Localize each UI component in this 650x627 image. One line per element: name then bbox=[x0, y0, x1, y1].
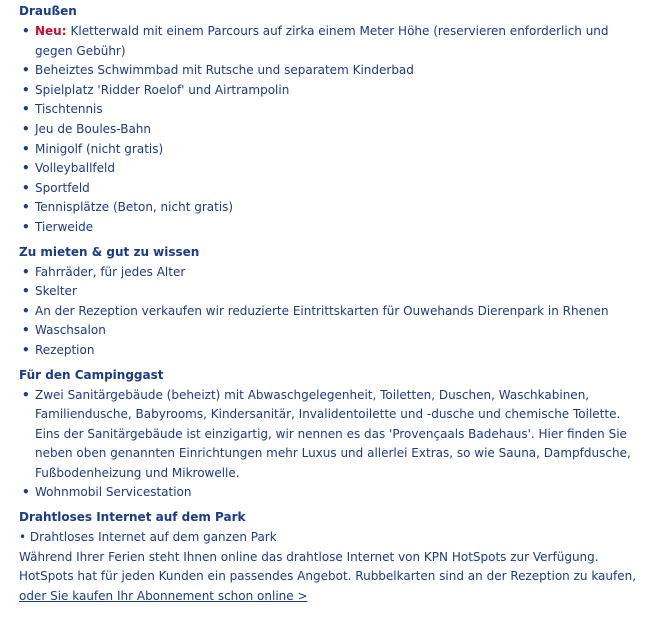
list-item-text: An der Rezeption verkaufen wir reduzierte Eintrittskarten für Ouwehands Dierenpark in Rhenen bbox=[35, 303, 609, 318]
list-item bbox=[19, 302, 639, 322]
bullet-icon: • bbox=[22, 485, 30, 500]
list-item-text: Kletterwald mit einem Parcours auf zirka einem Meter Höhe (reservieren enforderlich und gegen Gebühr) bbox=[35, 24, 609, 58]
bullet-icon: • bbox=[22, 63, 30, 78]
list-item-text: Volleyballfeld bbox=[35, 161, 115, 176]
bullet-icon: • bbox=[22, 303, 30, 318]
section-camping bbox=[19, 367, 639, 504]
list-item-text: Sportfeld bbox=[35, 180, 90, 195]
list-item bbox=[19, 81, 639, 101]
list-item bbox=[19, 100, 639, 120]
list-item bbox=[19, 218, 639, 238]
list-item-text: Jeu de Boules-Bahn bbox=[35, 121, 152, 136]
list-item-text: Beheiztes Schwimmbad mit Rutsche und separatem Kinderbad bbox=[35, 63, 414, 78]
list-item-text: Fahrräder, für jedes Alter bbox=[35, 264, 186, 279]
section-outdoors bbox=[19, 3, 639, 238]
wifi-paragraph: Während Ihrer Ferien steht Ihnen online das drahtlose Internet von KPN HotSpots zur Verfügung. HotSpots hat für jeden Kunden ein passendes Angebot. Rubbelkarten sind an der Rezeption zu kaufen, bbox=[19, 549, 637, 584]
bullet-icon: • bbox=[22, 180, 30, 195]
bullet-icon: • bbox=[22, 161, 30, 176]
list-item-text: Spielplatz 'Ridder Roelof' und Airtrampolin bbox=[35, 82, 290, 97]
section-title-camping: Für den Campinggast bbox=[19, 367, 164, 382]
section-title-outdoors: Draußen bbox=[19, 4, 77, 18]
bullet-icon: • bbox=[22, 342, 30, 357]
bullet-icon: • bbox=[22, 121, 30, 136]
section-wifi bbox=[19, 509, 639, 606]
bullet-icon: • bbox=[22, 387, 30, 402]
section-title-rentals: Zu mieten & gut zu wissen bbox=[19, 244, 200, 259]
list-item bbox=[19, 321, 639, 341]
bullet-icon: • bbox=[22, 141, 30, 156]
camping-list bbox=[19, 386, 639, 504]
list-item bbox=[19, 263, 639, 283]
bullet-icon: • bbox=[22, 284, 30, 299]
list-item-text: Tennisplätze (Beton, nicht gratis) bbox=[35, 200, 234, 215]
list-item-text: Wohnmobil Servicestation bbox=[35, 485, 192, 500]
bullet-icon: • bbox=[22, 24, 30, 38]
section-title-wifi: Drahtloses Internet auf dem Park bbox=[19, 510, 246, 525]
list-item bbox=[19, 120, 639, 140]
bullet-icon: • bbox=[22, 323, 30, 338]
list-item-text: Tierweide bbox=[35, 219, 94, 234]
list-item bbox=[19, 159, 639, 179]
wifi-item: • Drahtloses Internet auf dem ganzen Park bbox=[19, 530, 277, 545]
list-item bbox=[19, 22, 639, 61]
bullet-icon: • bbox=[22, 102, 30, 117]
list-item-text: Waschsalon bbox=[35, 323, 106, 338]
list-item-text: Skelter bbox=[35, 284, 77, 299]
list-item bbox=[19, 61, 639, 81]
online-subscription-link[interactable]: oder Sie kaufen Ihr Abonnement schon online > bbox=[19, 588, 308, 603]
list-item bbox=[19, 341, 639, 361]
list-item bbox=[19, 140, 639, 160]
list-item bbox=[19, 483, 639, 503]
list-item bbox=[19, 198, 639, 218]
list-item bbox=[19, 386, 639, 484]
list-item-text: Tischtennis bbox=[35, 102, 103, 117]
section-rentals bbox=[19, 244, 639, 361]
new-label: Neu: bbox=[35, 24, 67, 38]
list-item-text: Minigolf (nicht gratis) bbox=[35, 141, 164, 156]
bullet-icon: • bbox=[22, 219, 30, 234]
bullet-icon: • bbox=[22, 200, 30, 215]
rentals-list bbox=[19, 263, 639, 361]
outdoors-list bbox=[19, 22, 639, 238]
bullet-icon: • bbox=[22, 82, 30, 97]
bullet-icon: • bbox=[22, 264, 30, 279]
list-item bbox=[19, 282, 639, 302]
list-item-text: Zwei Sanitärgebäude (beheizt) mit Abwaschgelegenheit, Toiletten, Duschen, Waschkabinen, Familiendusche, Babyrooms, Kindersanitär, Invalidentoilette und -dusche und chemische Toilette. Eins der Sanitärgebäude ist einzigartig, wir nennen es das 'Provençaals Badehaus'. Hier finden Sie neben oben genannten Einrichtungen mehr Luxus und allerlei Extras, so wie Sauna, Dampfdusche, Fußbodenheizung und Mikrowelle. bbox=[35, 387, 631, 480]
list-item-text: Rezeption bbox=[35, 342, 95, 357]
list-item bbox=[19, 179, 639, 199]
